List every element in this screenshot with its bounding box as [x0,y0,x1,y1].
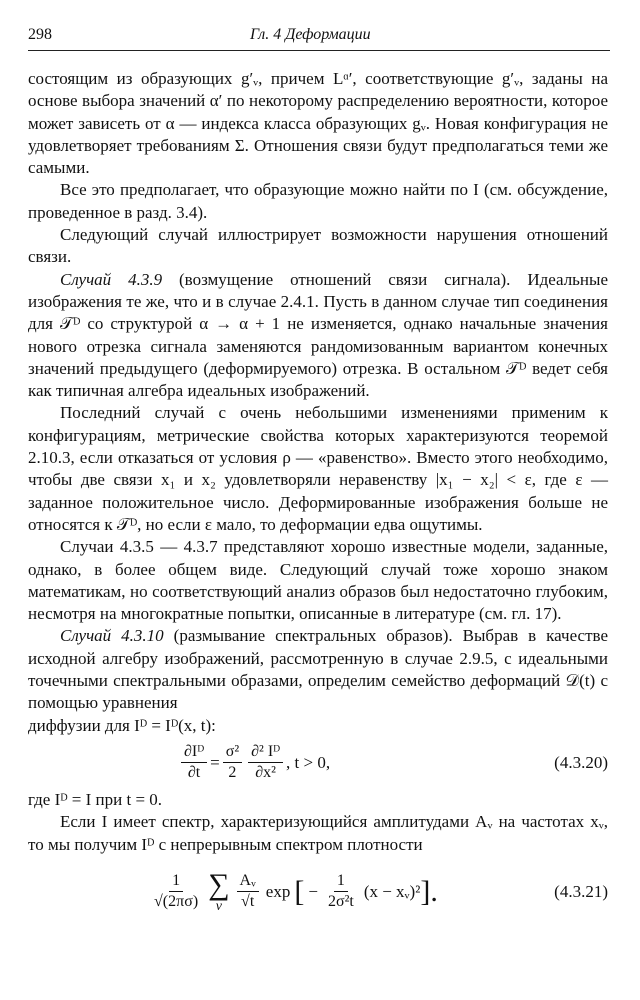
equation-lead: диффузии для Iᴰ = Iᴰ(x, t): [28,715,216,735]
fraction-prefactor [151,871,201,912]
coef-numerator: σ² [223,742,242,763]
summation [208,867,230,914]
exponent-denominator: 2σ²t [327,893,354,911]
case-label: Случай 4.3.10 [60,626,164,646]
rhs-numerator: ∂² Iᴰ [248,742,283,763]
paragraph: Если I имеет спектр, характеризующийся амплитудами Aᵥ на частотах xᵥ, то мы получим Iᴰ с непрерывным спектром плотности [28,812,608,854]
coef-denominator: 2 [228,764,237,782]
fraction-amplitude [237,871,259,912]
paragraph: Случаи 4.3.5 — 4.3.7 представляют хорошо известные модели, заданные, однако, в более общем виде. Следующий случай тоже хорошо знаком математикам, но соответствующий анализ образов был недостаточно глубоким, несмотря на многократные попытки, описанные в литературе (см. гл. 17). [28,537,608,624]
minus-sign: − [308,881,318,901]
paragraph: Следующий случай иллюстрирует возможности нарушения отношений связи. [28,225,608,267]
prefactor-numerator: 1 [169,871,183,892]
page-number: 298 [28,26,52,43]
lhs-denominator: ∂t [187,764,201,782]
close-bracket: ]. [420,874,438,908]
header-rule [28,50,610,51]
fraction-coef [223,742,242,783]
case-label: Случай 4.3.9 [60,269,163,289]
amplitude-denominator: √t [241,893,255,911]
lhs-numerator: ∂Iᴰ [181,742,207,763]
paragraph: Последний случай с очень небольшими изменениями применим к конфигурациям, метрические свойства которых характеризуются теоремой 2.10.3, если отказаться от условия ρ — «равенство». Вместо этого необходимо, чтобы две связи x₁ и x₂ удовлетворяли неравенству |x₁ − x₂| < ε, где ε — заданное положительное число. Деформированные изображения больше не относятся к 𝒯ᴰ, но если ε мало, то деформации едва ощутимы. [28,403,608,534]
case-text: (размывание спектральных образов). Выбрав в качестве исходной алгебру изображений, рассмотренную в случае 2.9.5, с идеальными точечными спектральными образами, определим семейство деформаций 𝒟(t) с помощью уравнения [28,626,608,713]
fraction-exponent [325,871,357,912]
equals-sign: = [210,752,220,772]
exponent-tail: (x − xᵥ)² [363,881,421,901]
equation-number: (4.3.20) [554,752,608,772]
paragraph [28,269,608,403]
equation-condition: , t > 0, [286,752,331,772]
sum-index: ν [215,898,222,914]
page-body [28,68,608,924]
fraction-lhs [181,742,207,783]
equation-number: (4.3.21) [554,881,608,901]
amplitude-numerator: Aᵥ [237,871,259,892]
sum-symbol: ∑ [208,867,230,901]
exponent-numerator: 1 [334,871,348,892]
paragraph: Все это предполагает, что образующие можно найти по I (см. обсуждение, проведенное в разд. 3.4). [28,180,608,222]
fraction-rhs [248,742,283,783]
rhs-denominator: ∂x² [255,764,276,782]
open-bracket: [ [294,874,305,908]
prefactor-denominator: √(2πσ) [154,893,199,911]
paragraph [28,625,608,714]
equation-4-3-21 [28,860,608,924]
running-header: Гл. 4 Деформации [250,26,371,43]
exp-function: exp [265,881,291,901]
paragraph: где Iᴰ = I при t = 0. [28,789,163,809]
equation-4-3-20 [28,737,608,789]
case-text: (возмущение отношений связи сигнала). Идеальные изображения те же, что и в случае 2.4.1. Пусть в данном случае тип соединения для 𝒯ᴰ со структурой α → α + 1 не изменяется, однако начальные значения нового отрезка сигнала заменяются рандомизованным вариантом конечных значений предыдущего (деформируемого) отрезка. В остальном 𝒯ᴰ ведет себя как типичная алгебра идеальных изображений. [28,269,609,401]
paragraph: состоящим из образующих g′ᵥ, причем Lᵅ′, соответствующие g′ᵥ, заданы на основе выбора значений α′ по некоторому распределению вероятности, которое может зависеть от α — индекса класса образующих gᵥ. Новая конфигурация не удовлетворяет требованиям Σ. Отношения связи будут предполагаться теми же самыми. [28,69,608,178]
